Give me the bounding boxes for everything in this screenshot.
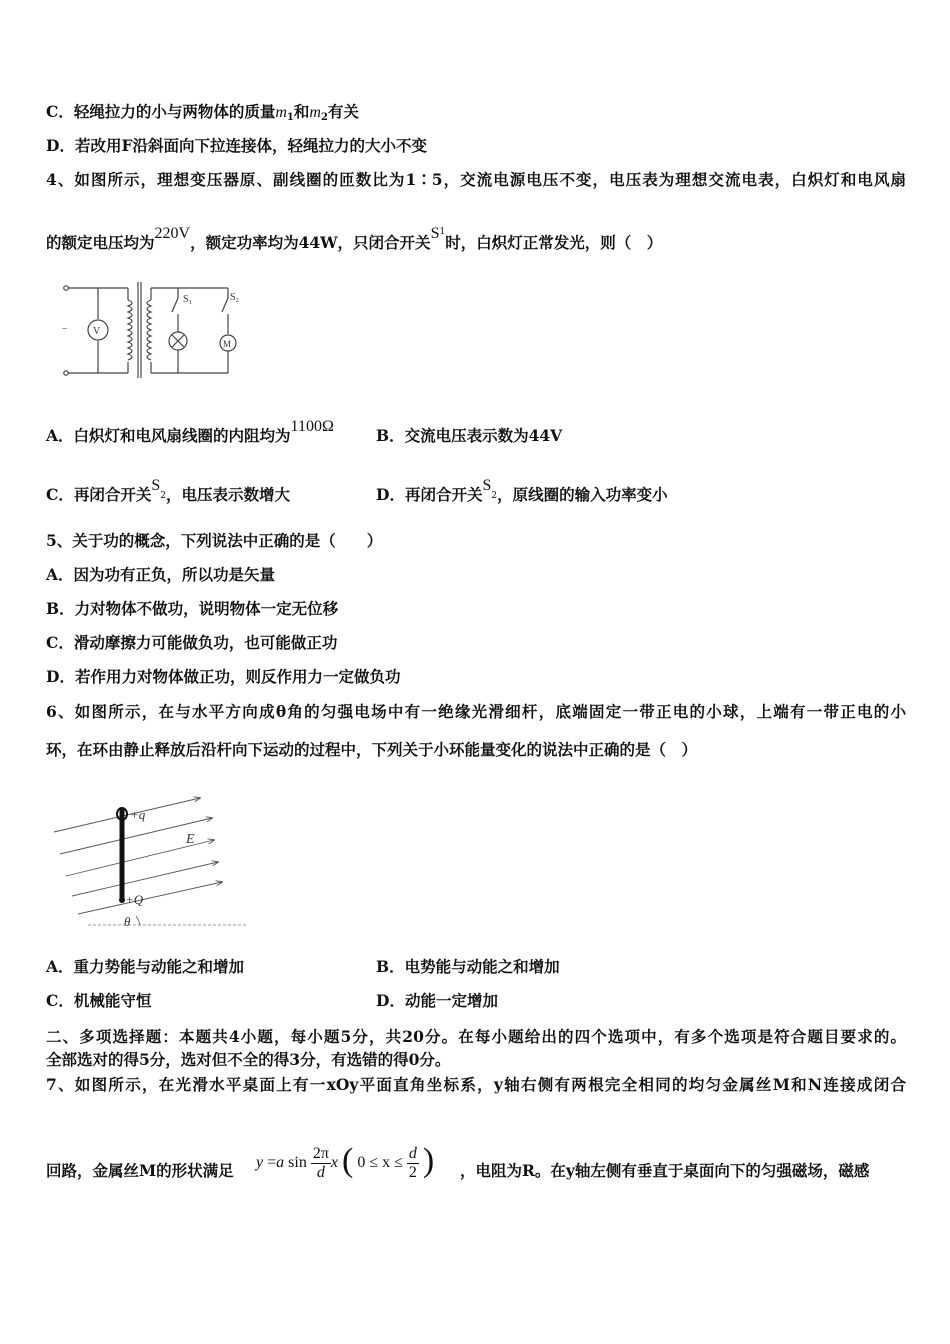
- angle-label: θ: [124, 914, 131, 929]
- q6-field-figure: [50, 796, 250, 932]
- q6-stem-line1: 6、如图所示，在与水平方向成θ角的匀强电场中有一绝缘光滑细杆，底端固定一带正电的小球，上端有一带正电的小: [46, 702, 906, 721]
- q4-option-c: C．再闭合开关S2，电压表示数增大: [46, 477, 290, 504]
- q5-option-d: D．若作用力对物体做正功，则反作用力一定做负功: [46, 667, 401, 686]
- motor-label: M: [223, 339, 232, 349]
- ball-charge-label: +Q: [125, 892, 144, 907]
- q4-stem-line1: 4、如图所示，理想变压器原、副线圈的匝数比为1∶5，交流电源电压不变，电压表为理想交流电表，白炽灯和电风扇: [46, 170, 906, 189]
- q3-option-c: C．轻绳拉力的小与两物体的质量m1和m2有关: [46, 102, 359, 123]
- field-label: E: [186, 832, 195, 847]
- q5-option-a: A．因为功有正负，所以功是矢量: [46, 565, 276, 584]
- q5-stem: 5、关于功的概念，下列说法中正确的是（ ）: [46, 531, 383, 550]
- q7-stem-line2-b: ，电阻为R。在y轴左侧有垂直于桌面向下的匀强磁场，磁感: [460, 1161, 870, 1180]
- section2-heading-line1: 二、多项选择题：本题共4小题，每小题5分，共20分。在每小题给出的四个选项中，有多个选项是符合题目要求的。: [46, 1027, 906, 1046]
- switch-s1-label: S₁: [183, 294, 193, 305]
- q4-option-a: A．白炽灯和电风扇线圈的内阻均为1100Ω: [46, 418, 334, 445]
- q4-option-d: D．再闭合开关S2，原线圈的输入功率变小: [376, 477, 668, 504]
- q6-option-b: B．电势能与动能之和增加: [376, 957, 560, 976]
- switch-s2-label: S₂: [230, 292, 240, 303]
- voltmeter-label: V: [93, 326, 101, 337]
- q7-stem-line2-a: 回路，金属丝M的形状满足: [46, 1161, 234, 1180]
- q3-option-d: D．若改用F沿斜面向下拉连接体，轻绳拉力的大小不变: [46, 136, 427, 155]
- q6-stem-line2: 环，在环由静止释放后沿杆向下运动的过程中，下列关于小环能量变化的说法中正确的是（ ）: [46, 740, 698, 759]
- ring-charge-label: +q: [130, 807, 146, 822]
- q7-formula: y =a sin $\frac{2\pi}{d}$ x ( 0 ≤ x ≤ $\frac{d}{2}$ ): [256, 1142, 435, 1181]
- q4-circuit-figure: [58, 278, 254, 380]
- q7-stem-line1: 7、如图所示，在光滑水平桌面上有一xOy平面直角坐标系，y轴右侧有两根完全相同的均匀金属丝M和N连接成闭合: [46, 1075, 906, 1094]
- q4-stem-line2: 的额定电压均为220V，额定功率均为44W，只闭合开关$S^1$时，白炽灯正常发光，则（ ）: [46, 225, 663, 252]
- q5-option-b: B．力对物体不做功，说明物体一定无位移: [46, 599, 339, 618]
- q6-option-c: C．机械能守恒: [46, 991, 152, 1010]
- q4-option-b: B．交流电压表示数为44V: [376, 426, 563, 445]
- section2-heading-line2: 全部选对的得5分，选对但不全的得3分，有选错的得0分。: [46, 1050, 451, 1069]
- terminal-minus-label: −: [62, 324, 68, 335]
- q6-option-d: D．动能一定增加: [376, 991, 498, 1010]
- q6-option-a: A．重力势能与动能之和增加: [46, 957, 245, 976]
- q5-option-c: C．滑动摩擦力可能做负功，也可能做正功: [46, 633, 338, 652]
